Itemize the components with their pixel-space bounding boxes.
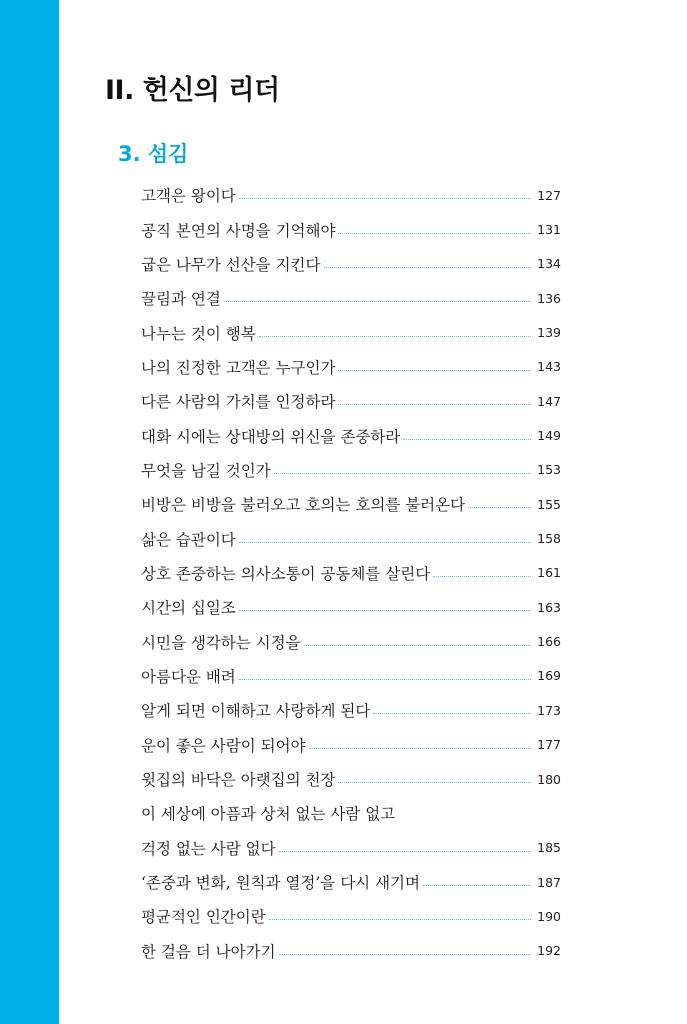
toc-entry-title: 다른 사람의 가치를 인정하라 bbox=[141, 393, 336, 412]
dot-leader bbox=[274, 473, 532, 474]
part-title: II. 헌신의 리더 bbox=[105, 75, 280, 106]
toc-entry-title: 윗집의 바닥은 아랫집의 천장 bbox=[141, 771, 336, 790]
dot-leader bbox=[304, 645, 532, 646]
toc-entry[interactable] bbox=[141, 693, 561, 727]
toc-entry-title: 나의 진정한 고객은 누구인가 bbox=[141, 358, 336, 377]
toc-entry-title: 나누는 것이 행복 bbox=[141, 324, 256, 343]
dot-leader bbox=[373, 713, 531, 714]
toc-entry-page: 136 bbox=[537, 290, 561, 306]
dot-leader bbox=[324, 267, 532, 268]
toc-entry-page: 131 bbox=[537, 222, 561, 238]
toc-entry-page: 158 bbox=[537, 531, 561, 547]
toc-entry-page: 169 bbox=[537, 668, 561, 684]
toc-entry-title: 삶은 습관이다 bbox=[141, 530, 236, 549]
toc-entry-page: 134 bbox=[537, 256, 561, 272]
toc-entry[interactable] bbox=[141, 521, 561, 555]
dot-leader bbox=[423, 885, 531, 886]
toc-entry-page: 187 bbox=[537, 874, 561, 890]
toc-entry[interactable] bbox=[141, 178, 561, 212]
toc-entry-page: 177 bbox=[537, 737, 561, 753]
toc-entry-title: ‘존중과 변화, 원칙과 열정’을 다시 새기며 bbox=[141, 874, 420, 893]
dot-leader bbox=[279, 851, 532, 852]
dot-leader bbox=[338, 370, 531, 371]
dot-leader bbox=[239, 679, 531, 680]
toc-entry[interactable] bbox=[141, 899, 561, 933]
toc-entry-page: 192 bbox=[537, 943, 561, 959]
chapter-title: 3. 섬김 bbox=[118, 142, 189, 166]
toc-entry[interactable] bbox=[141, 350, 561, 384]
toc-entry-title: 시민을 생각하는 시정을 bbox=[141, 633, 301, 652]
toc-entry[interactable] bbox=[141, 934, 561, 968]
side-color-band bbox=[0, 0, 59, 1024]
dot-leader bbox=[239, 542, 531, 543]
dot-leader bbox=[403, 439, 531, 440]
toc-entry-title: 대화 시에는 상대방의 위신을 존중하라 bbox=[141, 427, 401, 446]
toc-entry-page: 139 bbox=[537, 325, 561, 341]
toc-entry-title: 고객은 왕이다 bbox=[141, 187, 236, 206]
toc-entry-title: 이 세상에 아픔과 상처 없는 사람 없고 bbox=[141, 805, 396, 824]
toc-entry[interactable] bbox=[141, 865, 561, 899]
toc-entry[interactable] bbox=[141, 659, 561, 693]
toc-entry[interactable] bbox=[141, 624, 561, 658]
toc-entry-page: 173 bbox=[537, 702, 561, 718]
toc-entry[interactable] bbox=[141, 453, 561, 487]
dot-leader bbox=[338, 233, 531, 234]
toc-entry[interactable] bbox=[141, 247, 561, 281]
toc-entry-page: 143 bbox=[537, 359, 561, 375]
toc-entry[interactable] bbox=[141, 762, 561, 796]
toc-entry-page: 185 bbox=[537, 840, 561, 856]
toc-entry[interactable] bbox=[141, 487, 561, 521]
dot-leader bbox=[239, 198, 531, 199]
toc-entry-title: 공직 본연의 사명을 기억해야 bbox=[141, 221, 336, 240]
dot-leader bbox=[309, 748, 532, 749]
toc-entry-title: 아름다운 배려 bbox=[141, 667, 236, 686]
toc-entry-page: 163 bbox=[537, 599, 561, 615]
toc-entry[interactable] bbox=[141, 831, 561, 865]
toc-entry[interactable] bbox=[141, 728, 561, 762]
dot-leader bbox=[433, 576, 531, 577]
toc-entry-page: 155 bbox=[537, 496, 561, 512]
toc-entry-title: 걱정 없는 사람 없다 bbox=[141, 839, 276, 858]
toc-entry-page: 147 bbox=[537, 393, 561, 409]
toc-entry-title: 한 걸음 더 나아가기 bbox=[141, 942, 276, 961]
toc-entry-title: 평균적인 인간이란 bbox=[141, 908, 266, 927]
table-of-contents bbox=[141, 178, 561, 968]
toc-entry-title: 운이 좋은 사람이 되어야 bbox=[141, 736, 306, 755]
toc-entry-title: 시간의 십일조 bbox=[141, 599, 236, 618]
dot-leader bbox=[269, 919, 531, 920]
toc-entry-title: 무엇을 남길 것인가 bbox=[141, 461, 271, 480]
toc-entry[interactable] bbox=[141, 556, 561, 590]
toc-entry-page: 180 bbox=[537, 771, 561, 787]
toc-entry-page: 190 bbox=[537, 908, 561, 924]
toc-entry[interactable] bbox=[141, 418, 561, 452]
dot-leader bbox=[239, 610, 531, 611]
toc-entry[interactable] bbox=[141, 590, 561, 624]
toc-entry-title: 상호 존중하는 의사소통이 공동체를 살린다 bbox=[141, 564, 431, 583]
toc-entry[interactable] bbox=[141, 212, 561, 246]
dot-leader bbox=[468, 507, 531, 508]
toc-entry-title: 알게 되면 이해하고 사랑하게 된다 bbox=[141, 702, 371, 721]
toc-entry-page: 166 bbox=[537, 634, 561, 650]
dot-leader bbox=[338, 782, 531, 783]
dot-leader bbox=[259, 336, 531, 337]
toc-entry[interactable] bbox=[141, 281, 561, 315]
toc-entry-page: 161 bbox=[537, 565, 561, 581]
toc-entry[interactable] bbox=[141, 384, 561, 418]
toc-entry-page: 149 bbox=[537, 428, 561, 444]
toc-entry-title: 비방은 비방을 불러오고 호의는 호의를 불러온다 bbox=[141, 496, 466, 515]
toc-entry-page: 127 bbox=[537, 187, 561, 203]
toc-entry-first-line[interactable] bbox=[141, 796, 561, 830]
dot-leader bbox=[224, 301, 531, 302]
dot-leader bbox=[279, 954, 532, 955]
toc-entry-page: 153 bbox=[537, 462, 561, 478]
toc-entry-title: 끌림과 연결 bbox=[141, 290, 221, 309]
dot-leader bbox=[338, 404, 531, 405]
toc-entry-title: 굽은 나무가 선산을 지킨다 bbox=[141, 255, 321, 274]
toc-entry[interactable] bbox=[141, 315, 561, 349]
